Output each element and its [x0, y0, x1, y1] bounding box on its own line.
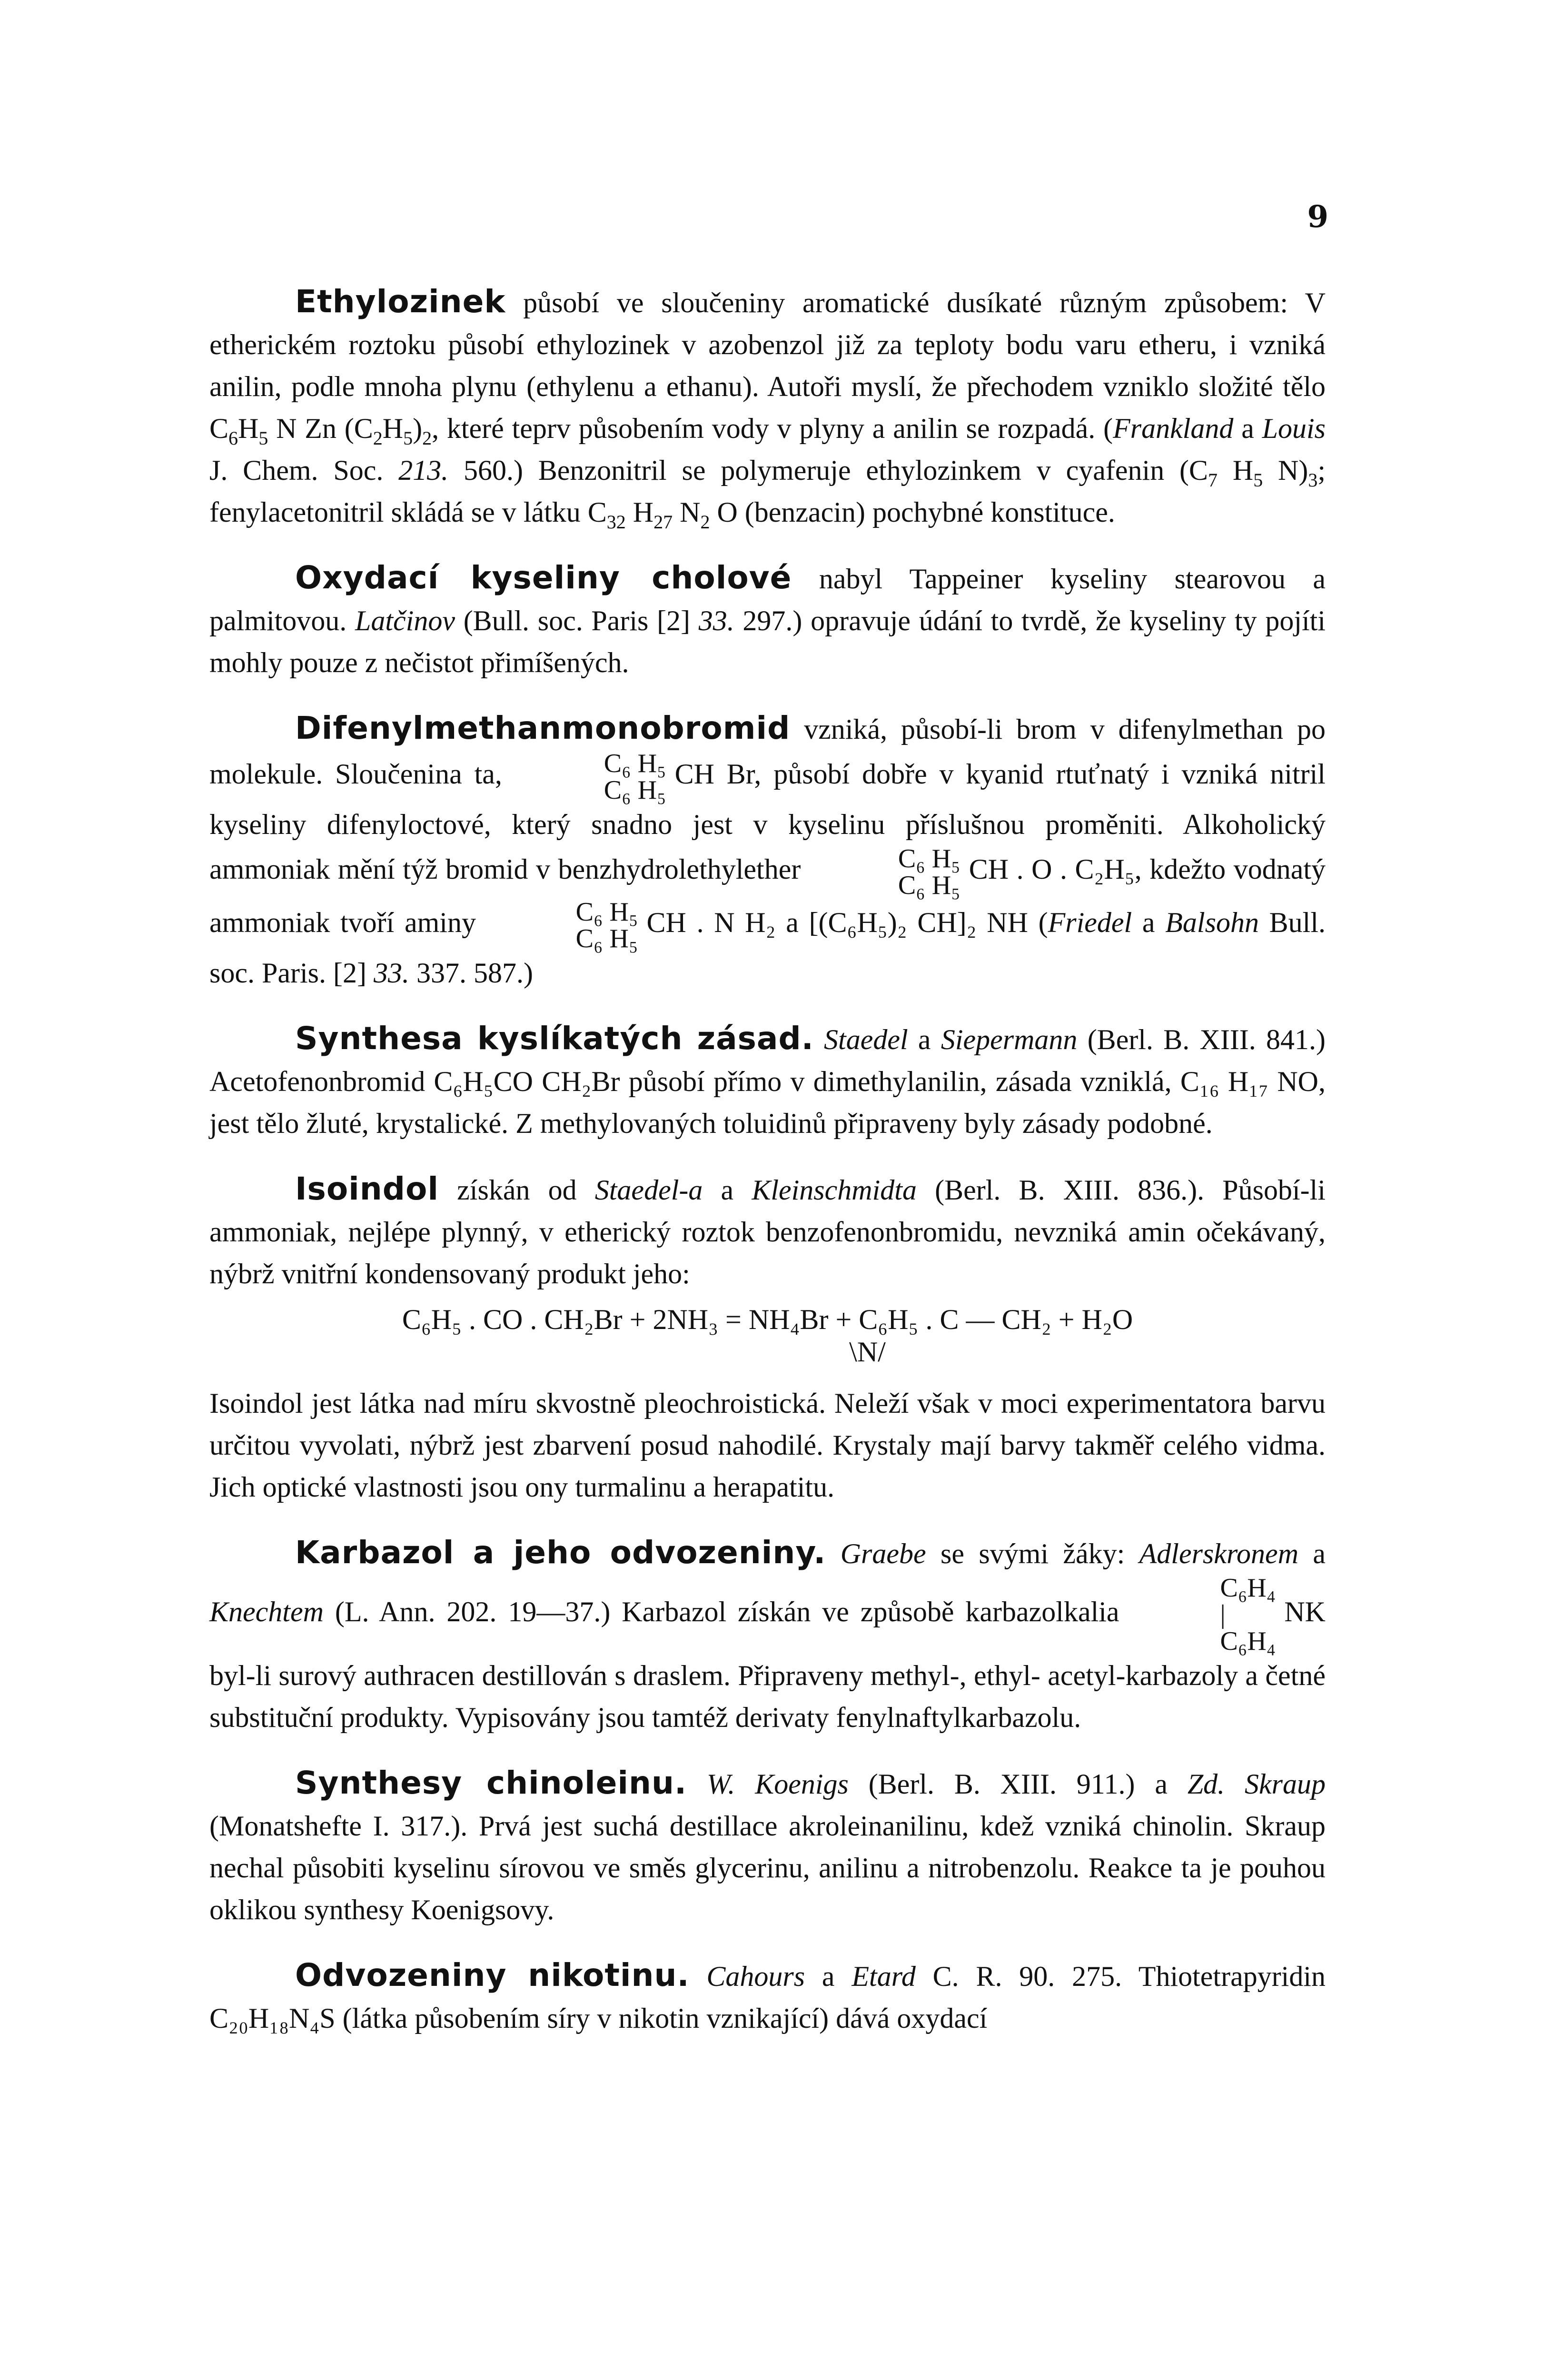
subscript: 2: [700, 511, 710, 533]
subscript: 2: [422, 427, 432, 449]
citation: W. Koenigs: [706, 1768, 849, 1800]
page-number: 9: [1307, 199, 1328, 235]
equation-nitrogen: \N/: [849, 1336, 886, 1368]
citation: Staedel: [824, 1024, 908, 1055]
heading-isoindol: Isoindol: [295, 1170, 439, 1207]
text: působí ve sloučeniny aromatické dusíkaté různým způsobem: V etherickém roztoku působí ethylozinek v azobenzol již za teploty bodu varu etheru, i vzniká anilin, podle mnoha plynu (ethylenu a ethanu). Autoři myslí, že přechodem vzniklo složité tělo C: [209, 287, 1326, 444]
citation: Graebe: [840, 1538, 926, 1569]
text: C. R. 90. 275. Thiotetrapyridin C₂₀H₁₈N₄S (látka působením síry v nikotin vznikající) dává oxydací: [209, 1961, 1326, 2034]
text: CH Br, působí dobře v kyanid rtuťnatý i vzniká nitril kyseliny difenyloctové, který snadno jest v kyselinu příslušnou proměniti. Alkoholický ammoniak mění týž bromid v benzhydrolethylether: [209, 758, 1326, 885]
text: (Bull. soc. Paris [2]: [455, 605, 699, 636]
text: a: [1298, 1538, 1326, 1569]
text: a: [1233, 413, 1262, 444]
paragraph-oxydaci: [209, 557, 1326, 684]
paragraph-synthesa: [209, 1018, 1326, 1144]
text: 297.) opravuje údání to tvrdě, že kyseliny ty pojíti mohly pouze z nečistot přimíšených.: [209, 605, 1326, 678]
subscript: 5: [258, 427, 268, 449]
citation: Adlerskronem: [1139, 1538, 1299, 1569]
text: N Zn (C: [276, 413, 373, 444]
text: a: [1132, 906, 1166, 938]
text: , které teprv působením vody v plyny a anilin se rozpadá. (: [432, 413, 1113, 444]
paragraph-difenylmethan: [209, 707, 1326, 994]
equation: C₆H₅ . CO . CH₂Br + 2NH₃ = NH₄Br + C₆H₅ . C — CH₂ + H₂O: [402, 1304, 1133, 1335]
text: a: [805, 1961, 852, 1992]
text: J. Chem. Soc.: [209, 455, 399, 486]
text: a: [703, 1174, 752, 1206]
subscript: 27: [653, 511, 673, 533]
paragraph-ethylozinek: [209, 281, 1326, 533]
text: N): [1263, 455, 1308, 486]
citation: Friedel: [1048, 906, 1132, 938]
formula-top: C₆H₄: [1220, 1573, 1276, 1603]
text: NK byl-li surový authracen destillován s draslem. Připraveny methyl-, ethyl- acetyl-karbazoly a četné substituční produkty. Vypisovány jsou tamtéž derivaty fenylnaftylkarbazolu.: [209, 1596, 1326, 1733]
subscript: 3: [1308, 469, 1318, 491]
heading-difenylmethan: Difenylmethanmonobromid: [295, 710, 791, 746]
text: CH . O . C₂H₅, kdežto vodnatý ammoniak tvoří aminy: [209, 853, 1326, 938]
text: N: [673, 496, 701, 528]
citation: Cahours: [706, 1961, 805, 1992]
citation: Louis: [1262, 413, 1326, 444]
text: (L. Ann. 202. 19—37.) Karbazol získán ve způsobě karbazolkalia: [323, 1596, 1131, 1627]
structural-formula: [1134, 1575, 1276, 1655]
formula-top: C₆ H₅: [575, 897, 638, 927]
citation: Zd. Skraup: [1187, 1768, 1326, 1800]
formula-bond: |: [1220, 1600, 1226, 1629]
text: 337. 587.): [409, 957, 533, 989]
subscript: 2: [373, 427, 383, 449]
text: Isoindol jest látka nad míru skvostně pleochroistická. Neleží však v moci experimentatora barvu určitou vyvolati, nýbrž jest zbarvení posud nahodilé. Krystaly mají barvy takměř celého vidma. Jich optické vlastnosti jsou ony turmalinu a herapatitu.: [209, 1388, 1326, 1503]
text: získán od: [439, 1174, 595, 1206]
heading-oxydaci: Oxydací kyseliny cholové: [295, 559, 792, 596]
formula-bottom: C₆H₄: [1220, 1626, 1276, 1656]
text: [690, 1961, 707, 1992]
text: (Monatshefte I. 317.). Prvá jest suchá destillace akroleinanilinu, kdež vzniká chinolin. Skraup nechal působiti kyselinu sírovou ve směs glycerinu, anilinu a nitrobenzolu. Reakce ta je pouhou oklikou synthesy Koenigsovy.: [209, 1810, 1326, 1925]
text: [687, 1768, 707, 1800]
formula-bottom: C₆ H₅: [575, 924, 638, 953]
heading-ethylozinek: Ethylozinek: [295, 283, 506, 320]
text: Bull. soc. Paris. [2]: [209, 906, 1326, 989]
formula-top: C₆ H₅: [898, 844, 960, 873]
text: H: [238, 413, 259, 444]
text: [814, 1024, 824, 1055]
citation: Balsohn: [1165, 906, 1259, 938]
heading-karbazol: Karbazol a jeho odvozeniny.: [295, 1534, 826, 1571]
subscript: 32: [606, 511, 626, 533]
subscript: 5: [1253, 469, 1263, 491]
structural-formula: [518, 750, 666, 803]
subscript: 6: [228, 427, 238, 449]
paragraph-chinoleinu: [209, 1762, 1326, 1931]
text: (Berl. B. XIII. 911.) a: [848, 1768, 1188, 1800]
text: vzniká, působí-li brom v difenylmethan po molekule. Sloučenina ta,: [209, 714, 1326, 790]
text: (Berl. B. XIII. 841.) Acetofenonbromid C₆H₅CO CH₂Br působí přímo v dimethylanilin, zásada vzniklá, C₁₆ H₁₇ NO, jest tělo žluté, krystalické. Z methylovaných toluidinů připraveny byly zásady podobné.: [209, 1024, 1326, 1139]
text: H: [382, 413, 404, 444]
formula-top: C₆ H₅: [604, 749, 666, 778]
text: (benzacin) pochybné konstituce.: [737, 496, 1115, 528]
citation: Latčinov: [355, 605, 455, 636]
citation: 33.: [373, 957, 409, 989]
text: CH . N H₂ a [(C₆H₅)₂ CH]₂ NH (: [646, 906, 1048, 938]
body-text: [209, 281, 1326, 2063]
text: [826, 1538, 840, 1569]
subscript: 7: [1208, 469, 1218, 491]
text: H: [1218, 455, 1254, 486]
heading-synthesa: Synthesa kyslíkatých zásad.: [295, 1020, 814, 1057]
citation: Etard: [851, 1961, 916, 1992]
text: nabyl Tappeiner kyseliny stearovou a palmitovou.: [209, 563, 1326, 636]
subscript: 5: [403, 427, 413, 449]
text: 560.) Benzonitril se polymeruje ethylozinkem v cyafenin (C: [448, 455, 1208, 486]
structural-formula: [490, 899, 638, 952]
paragraph-karbazol: [209, 1532, 1326, 1738]
heading-nikotinu: Odvozeniny nikotinu.: [295, 1957, 690, 1993]
heading-chinoleinu: Synthesy chinoleinu.: [295, 1765, 687, 1801]
citation: 33.: [698, 605, 734, 636]
text: H: [625, 496, 654, 528]
formula-bottom: C₆ H₅: [898, 871, 960, 900]
paragraph-nikotinu: [209, 1954, 1326, 2039]
paragraph-isoindol: [209, 1168, 1326, 1508]
citation: Staedel-a: [594, 1174, 703, 1206]
citation: Siepermann: [940, 1024, 1078, 1055]
text: ; fenylacetonitril skládá se v látku C: [209, 455, 1326, 528]
citation: Kleinschmidta: [752, 1174, 917, 1206]
text: ): [413, 413, 423, 444]
text: O: [710, 496, 738, 528]
structural-formula: [812, 845, 960, 899]
text: se svými žáky:: [926, 1538, 1139, 1569]
citation: Frankland: [1113, 413, 1234, 444]
text: a: [908, 1024, 941, 1055]
citation: 213.: [398, 455, 449, 486]
formula-bottom: C₆ H₅: [604, 775, 666, 805]
citation: Knechtem: [209, 1596, 324, 1627]
text: (Berl. B. XIII. 836.). Působí-li ammoniak, nejlépe plynný, v etherický roztok benzofenonbromidu, nevzniká amin očekávaný, nýbrž vnitřní kondensovaný produkt jeho:: [209, 1174, 1326, 1289]
